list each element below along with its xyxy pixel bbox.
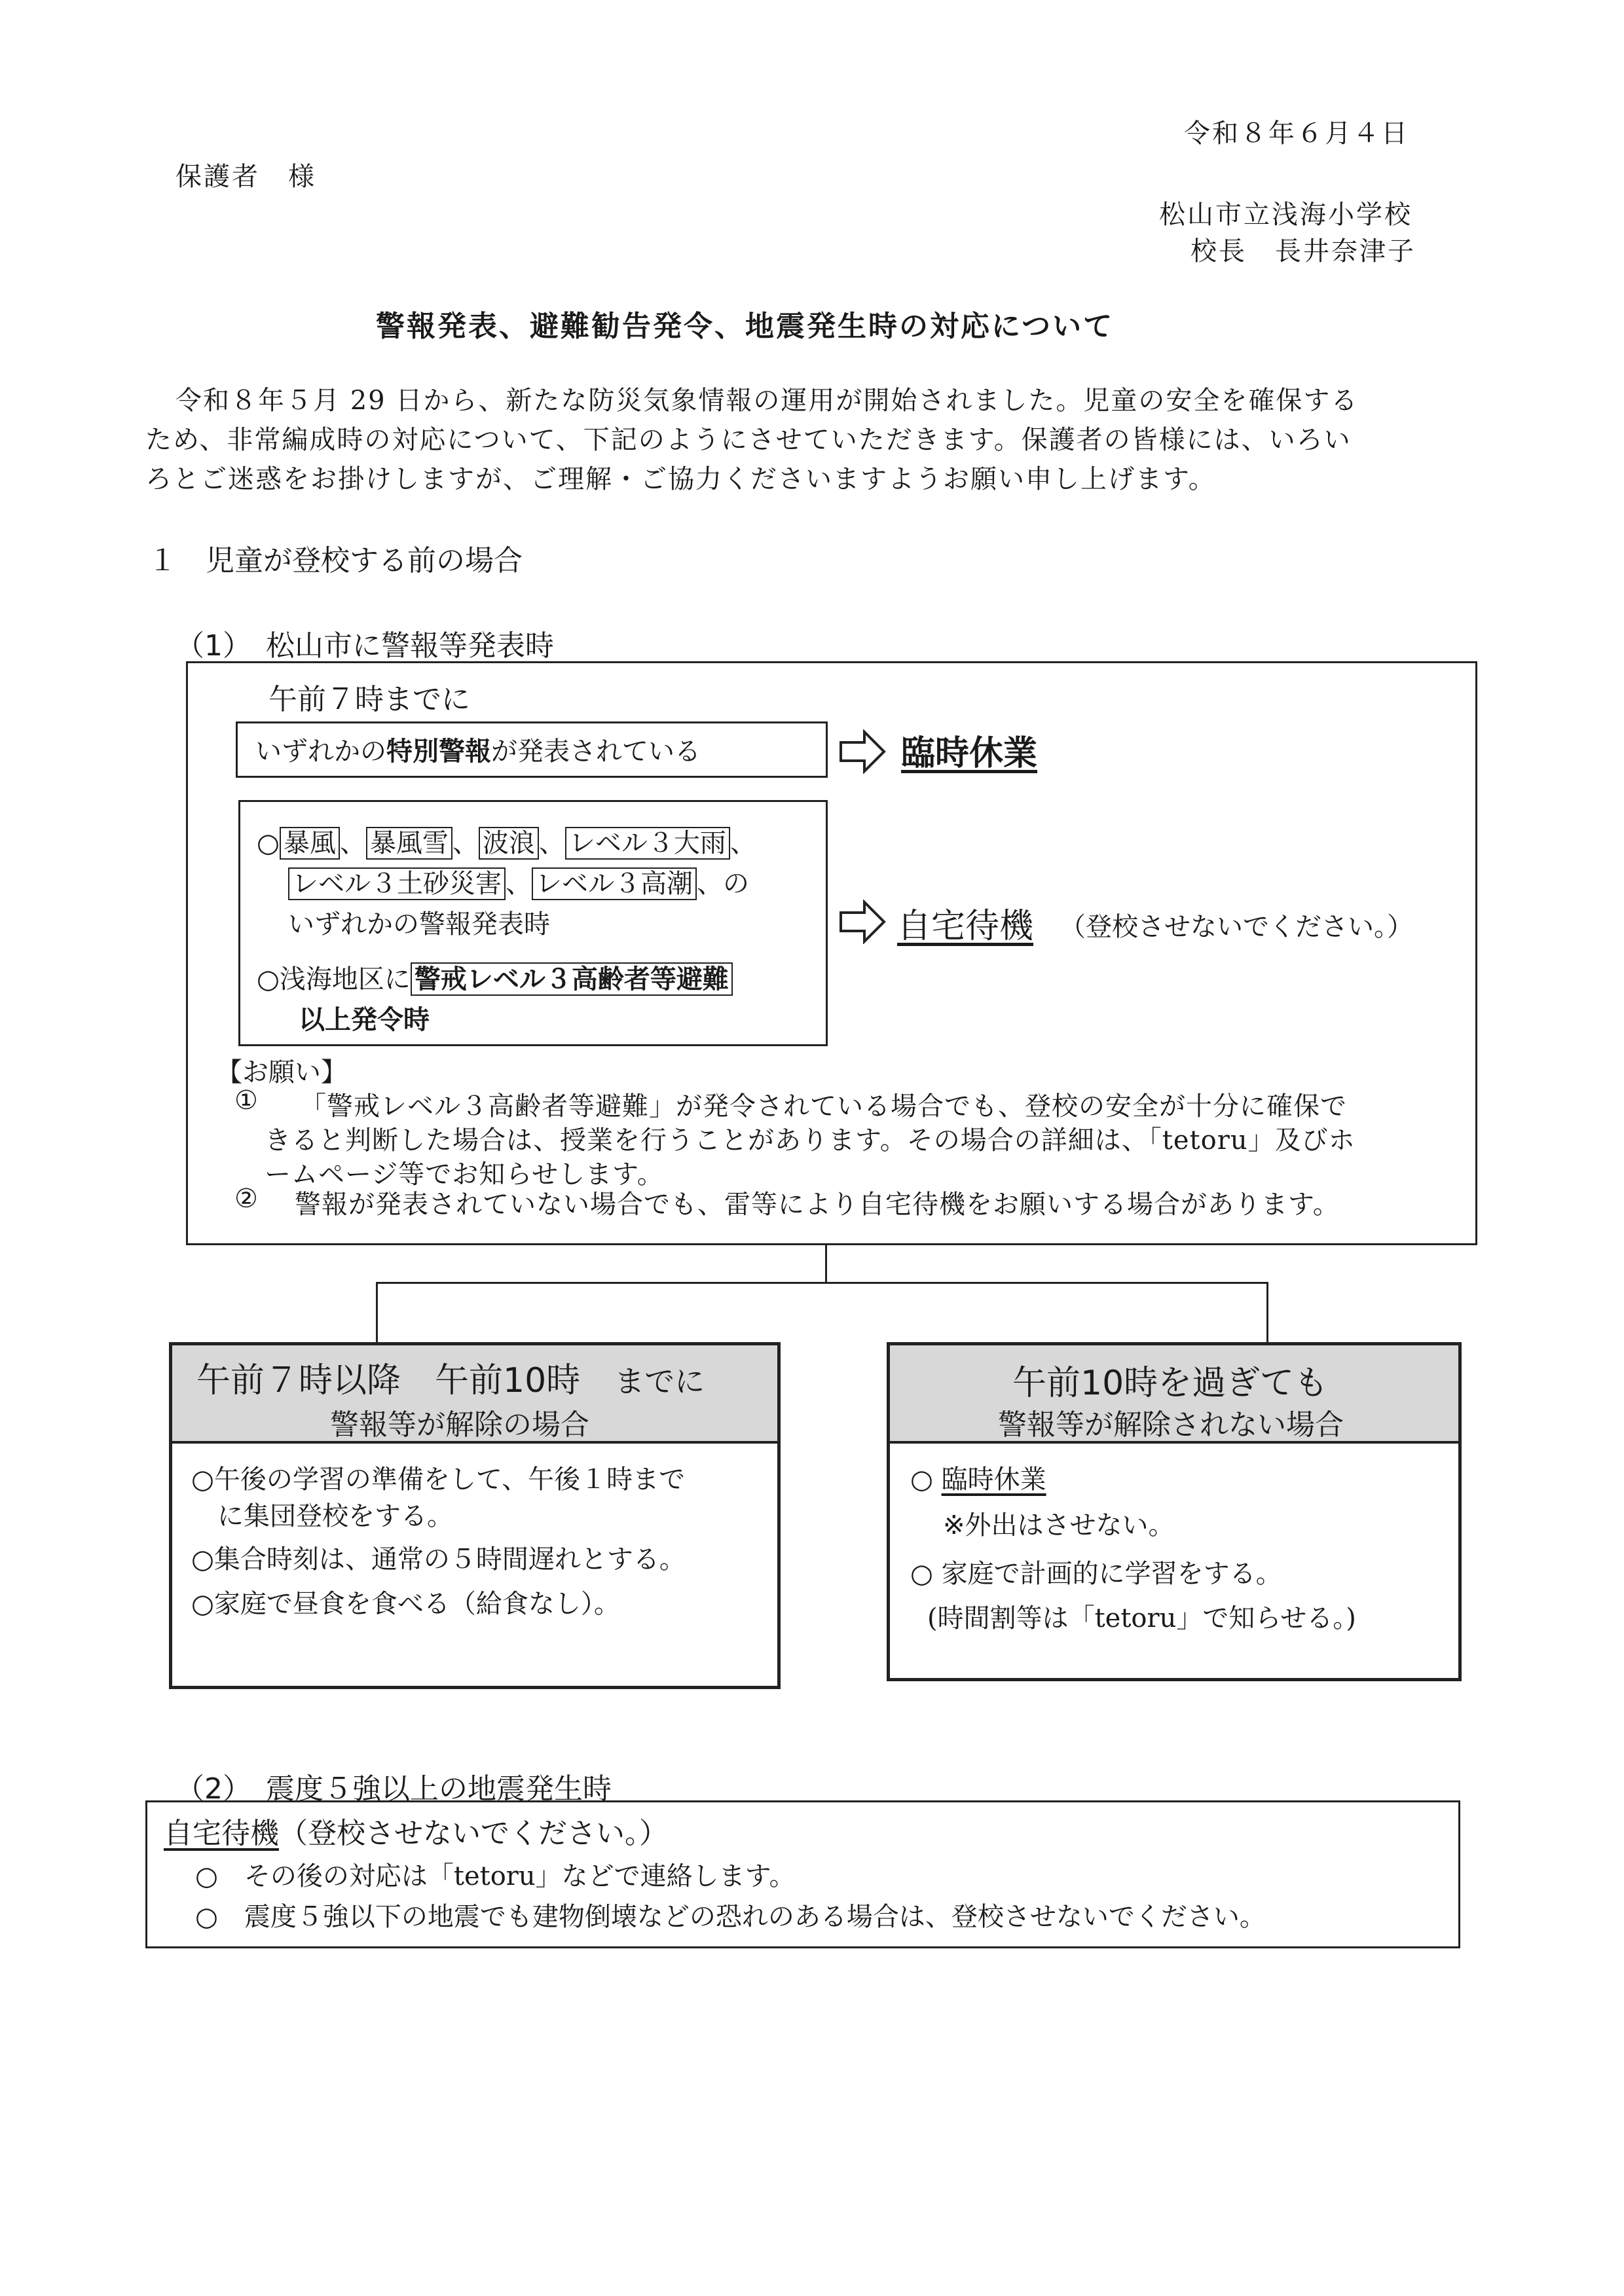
arrow-right-icon [838,729,887,774]
connector-line [1266,1282,1268,1342]
request-item-1-line-3: ームページ等でお知らせします。 [265,1159,664,1190]
warnings-line-3: いずれかの警報発表時 [288,909,550,939]
area-evacuation-line-2: 以上発令時 [299,1004,430,1035]
lifted-line-2: に集団登校をする。 [191,1501,453,1531]
addressee: 保護者 様 [175,162,316,192]
earthquake-box-heading: 自宅待機（登校させないでください。） [164,1817,668,1850]
request-item-1-line-2: きると判断した場合は、授業を行うことがあります。その場合の詳細は、「tetoru」及びホ [265,1125,1356,1156]
home-standby-result: 自宅待機 [897,907,1034,946]
lifted-box-subtitle: 警報等が解除の場合 [330,1408,589,1442]
not-lifted-line-2: ※外出はさせない。 [943,1510,1175,1540]
area-evacuation-line: ○浅海地区に 警戒レベル３高齢者等避難 [257,958,733,996]
not-lifted-line-4: (時間割等は「tetoru」で知らせる。) [927,1603,1356,1633]
warnings-line-1: ○ 暴風 、 暴風雪 、 波浪 、 レベル３大雨 、 [257,828,756,858]
temporary-closure-result: 臨時休業 [901,734,1038,773]
intro-line-2: ため、非常編成時の対応について、下記のようにさせていただきます。保護者の皆様には、いろい [145,425,1352,455]
request-item-2-text: 警報が発表されていない場合でも、雷等により自宅待機をお願いする場合があります。 [295,1190,1340,1220]
not-lifted-box-title: 午前10時を過ぎても [1012,1364,1329,1403]
before-7am-label: 午前７時までに [268,683,470,716]
request-heading: 【お願い】 [216,1057,347,1087]
earthquake-line-1: ○ その後の対応は「tetoru」などで連絡します。 [195,1861,796,1891]
intro-line-3: ろとご迷惑をお掛けしますが、ご理解・ご協力くださいますようお願い申し上げます。 [145,464,1216,494]
home-standby-note: （登校させないでください。） [1060,912,1413,942]
lifted-line-4: ○家庭で昼食を食べる（給食なし）。 [191,1589,620,1619]
lifted-line-3: ○集合時刻は、通常の５時間遅れとする。 [191,1544,686,1575]
subsection-1-heading: （1） 松山市に警報等発表時 [175,629,554,663]
date: 令和８年６月４日 [1184,118,1409,149]
request-item-1-line-1: 「警戒レベル３高齢者等避難」が発令されている場合でも、登校の安全が十分に確保で [300,1091,1347,1121]
connector-line [376,1282,378,1342]
section-1-heading: １ 児童が登校する前の場合 [148,544,523,577]
connector-line [825,1245,827,1283]
warnings-line-2: レベル３土砂災害 、 レベル３高潮 、の [288,863,749,900]
subsection-2-heading: （2） 震度５強以上の地震発生時 [175,1772,612,1806]
intro-line-1: 令和８年５月 29 日から、新たな防災気象情報の運用が開始されました。児童の安全を確保する [175,386,1359,416]
request-item-1-number: ① [234,1085,258,1116]
arrow-right-icon [838,900,887,944]
connector-line [376,1282,1268,1284]
lifted-line-1: ○午後の学習の準備をして、午後１時まで [191,1465,686,1495]
not-lifted-line-1: ○ 臨時休業 [910,1465,1046,1495]
lifted-box-title: 午前７時以降 午前10時 までに [196,1361,705,1400]
earthquake-line-2: ○ 震度５強以下の地震でも建物倒壊などの恐れのある場合は、登校させないでください。 [195,1902,1266,1932]
request-item-2-number: ② [234,1184,258,1214]
principal-name: 校長 長井奈津子 [1190,236,1416,266]
page-title: 警報発表、避難勧告発令、地震発生時の対応について [376,310,1115,343]
school-name: 松山市立浅海小学校 [1159,200,1412,230]
special-warning-text: いずれかの特別警報が発表されている [255,736,701,767]
not-lifted-line-3: ○ 家庭で計画的に学習をする。 [910,1559,1282,1589]
not-lifted-box-subtitle: 警報等が解除されない場合 [998,1408,1344,1442]
